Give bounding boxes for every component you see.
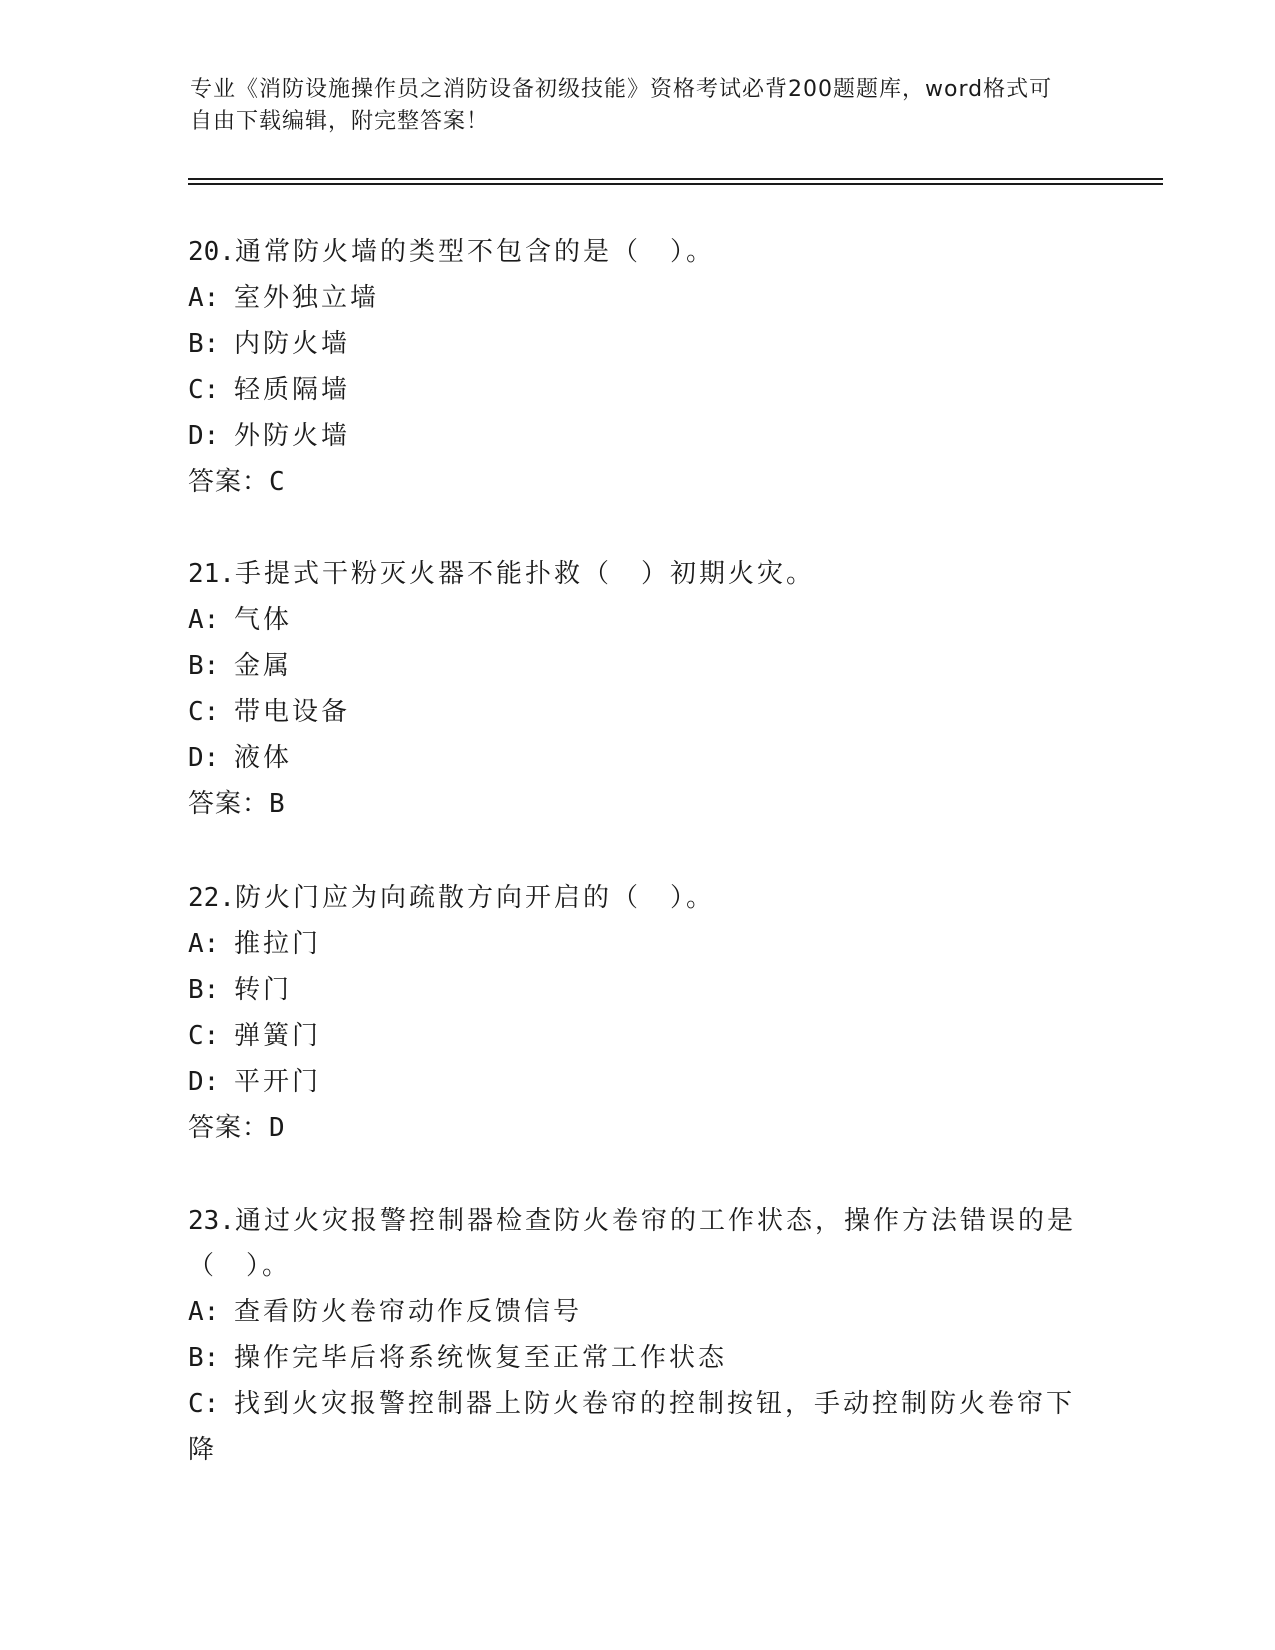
answer-label: 答案： [188,467,270,497]
question-stem [188,552,1088,597]
option-text: 操作完毕后将系统恢复至正常工作状态 [234,1343,728,1373]
option-c [188,689,1088,735]
answer-value: C [269,467,286,497]
option-text: 平开门 [234,1067,322,1097]
question-text: 通常防火墙的类型不包含的是（ ）。 [234,237,715,267]
option-text: 查看防火卷帘动作反馈信号 [234,1297,583,1327]
option-letter: C: [188,1389,220,1419]
option-b [188,643,1088,689]
option-text: 液体 [234,743,293,773]
option-letter: C: [188,1021,220,1051]
option-letter: B: [188,329,220,359]
option-a [188,597,1088,643]
question-text: 通过火灾报警控制器检查防火卷帘的工作状态，操作方法错误的是（ ）。 [188,1206,1076,1281]
option-d [188,735,1088,781]
question-number: 21. [188,559,235,589]
option-text: 室外独立墙 [234,283,380,313]
option-letter: D: [188,1067,220,1097]
option-letter: A: [188,1297,220,1327]
header-divider-top [188,178,1163,180]
answer-line [188,1105,1088,1151]
option-d [188,1059,1088,1105]
question-stem [188,1199,1078,1289]
option-letter: D: [188,421,220,451]
answer-value: D [269,1113,286,1143]
option-text: 气体 [234,605,293,635]
question-23 [188,1199,1078,1473]
question-stem [188,230,1088,275]
header-divider-bottom [188,183,1163,185]
option-letter: D: [188,743,220,773]
option-a [188,275,1088,321]
option-text: 转门 [234,975,293,1005]
option-c [188,367,1088,413]
option-text: 弹簧门 [234,1021,322,1051]
option-text: 外防火墙 [234,421,351,451]
question-22 [188,876,1088,1151]
answer-value: B [269,789,286,819]
option-letter: A: [188,929,220,959]
answer-line [188,459,1088,505]
question-20 [188,230,1088,505]
option-letter: C: [188,697,220,727]
option-a [188,921,1088,967]
option-text: 轻质隔墙 [234,375,351,405]
option-c [188,1013,1088,1059]
question-number: 20. [188,237,235,267]
document-header: 专业《消防设施操作员之消防设备初级技能》资格考试必背200题题库，word格式可自由下载编辑，附完整答案！ [190,77,1053,134]
question-21 [188,552,1088,827]
question-text: 手提式干粉灭火器不能扑救（ ）初期火灾。 [234,559,815,589]
option-b [188,1335,1078,1381]
option-letter: B: [188,975,220,1005]
question-stem [188,876,1088,921]
option-text: 找到火灾报警控制器上防火卷帘的控制按钮，手动控制防火卷帘下降 [188,1389,1076,1465]
option-letter: A: [188,283,220,313]
option-a [188,1289,1078,1335]
option-letter: B: [188,1343,220,1373]
option-d [188,413,1088,459]
option-letter: A: [188,605,220,635]
option-b [188,321,1088,367]
answer-line [188,781,1088,827]
option-letter: C: [188,375,220,405]
question-text: 防火门应为向疏散方向开启的（ ）。 [234,883,715,913]
option-text: 内防火墙 [234,329,351,359]
option-text: 金属 [234,651,293,681]
question-number: 22. [188,883,235,913]
answer-label: 答案： [188,789,270,819]
option-text: 推拉门 [234,929,322,959]
question-number: 23. [188,1206,235,1236]
option-c [188,1381,1078,1473]
option-b [188,967,1088,1013]
answer-label: 答案： [188,1113,270,1143]
option-letter: B: [188,651,220,681]
option-text: 带电设备 [234,697,351,727]
